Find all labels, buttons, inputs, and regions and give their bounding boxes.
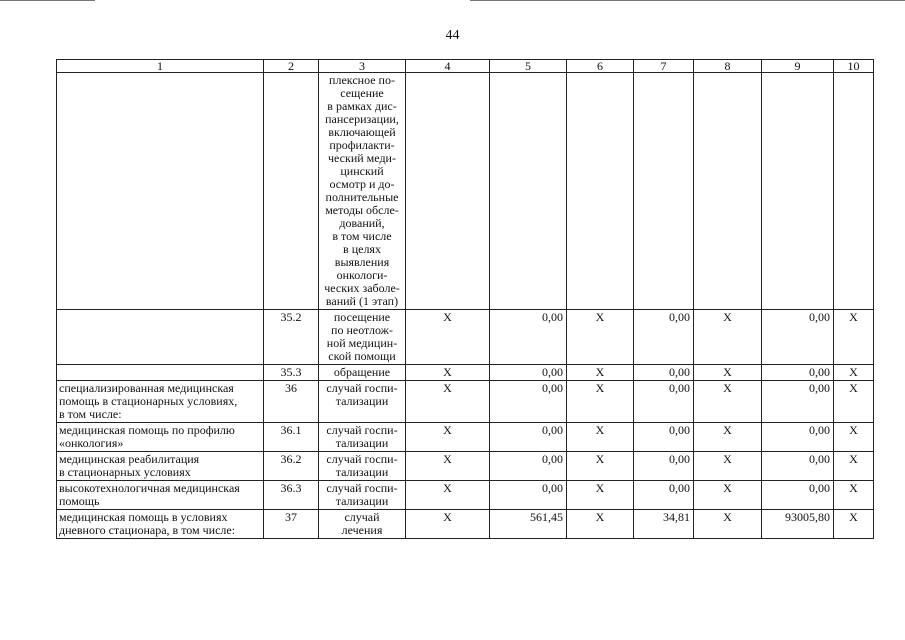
row-unit-line: в том числе xyxy=(332,229,392,243)
row-unit-line: посещение xyxy=(333,310,391,324)
row-value-c5: 561,45 xyxy=(490,510,567,539)
row-value-c5: 0,00 xyxy=(490,423,567,452)
table-row xyxy=(57,73,874,310)
row-value-c6 xyxy=(567,73,634,310)
row-value-c4: Х xyxy=(406,423,490,452)
row-value-c5: 0,00 xyxy=(490,452,567,481)
row-value-c5: 0,00 xyxy=(490,365,567,381)
row-unit-line: в рамках дис- xyxy=(327,99,397,113)
table-row xyxy=(57,481,874,510)
table-row xyxy=(57,365,874,381)
row-unit-line: лечения xyxy=(341,523,383,537)
row-value-c6: Х xyxy=(567,423,634,452)
row-unit-line: ческий меди- xyxy=(328,151,396,165)
row-unit-cell xyxy=(319,73,406,310)
row-name-cell xyxy=(57,365,264,381)
row-name-line: в том числе: xyxy=(59,407,122,421)
row-unit-line: тализации xyxy=(335,494,389,508)
row-unit-line: случай госпи- xyxy=(326,452,398,466)
row-unit-line: случай госпи- xyxy=(326,423,398,437)
table-row xyxy=(57,381,874,423)
row-value-c9: 0,00 xyxy=(762,310,834,365)
row-value-c7: 0,00 xyxy=(634,423,694,452)
row-code-cell: 37 xyxy=(264,510,319,539)
row-unit-cell xyxy=(319,381,406,423)
row-unit-line: пансеризации, xyxy=(325,112,399,126)
row-value-c5: 0,00 xyxy=(490,310,567,365)
row-unit-line: выявления xyxy=(334,255,390,269)
row-value-c8: Х xyxy=(694,510,762,539)
row-unit-line: методы обсле- xyxy=(325,203,399,217)
column-header: 8 xyxy=(694,60,762,73)
row-unit-line: тализации xyxy=(335,465,389,479)
row-value-c7: 0,00 xyxy=(634,381,694,423)
row-unit-cell xyxy=(319,423,406,452)
row-name-line: медицинская помощь по профилю xyxy=(59,423,235,437)
row-unit-line: ной медицин- xyxy=(326,336,398,350)
column-header: 9 xyxy=(762,60,834,73)
row-name-cell xyxy=(57,310,264,365)
row-value-c8: Х xyxy=(694,452,762,481)
row-value-c9: 0,00 xyxy=(762,381,834,423)
row-name-line: специализированная медицинская xyxy=(59,381,234,395)
row-unit-line: ской помощи xyxy=(328,349,396,363)
row-value-c9 xyxy=(762,73,834,310)
row-unit-cell xyxy=(319,452,406,481)
row-value-c7: 34,81 xyxy=(634,510,694,539)
row-value-c10: Х xyxy=(834,481,874,510)
row-unit-line: полнительные xyxy=(325,190,399,204)
row-unit-line: случай xyxy=(344,510,380,524)
row-value-c5: 0,00 xyxy=(490,381,567,423)
column-header: 4 xyxy=(406,60,490,73)
row-name-cell xyxy=(57,381,264,423)
row-value-c10: Х xyxy=(834,310,874,365)
row-name-cell xyxy=(57,452,264,481)
row-value-c7 xyxy=(634,73,694,310)
row-code-cell: 36.2 xyxy=(264,452,319,481)
row-value-c10: Х xyxy=(834,452,874,481)
row-unit-line: случай госпи- xyxy=(326,481,398,495)
column-header: 1 xyxy=(57,60,264,73)
row-code-cell: 35.3 xyxy=(264,365,319,381)
row-value-c7: 0,00 xyxy=(634,310,694,365)
row-value-c7: 0,00 xyxy=(634,481,694,510)
column-header: 2 xyxy=(264,60,319,73)
row-unit-line: обращение xyxy=(333,365,391,379)
row-value-c4: Х xyxy=(406,365,490,381)
row-value-c8: Х xyxy=(694,423,762,452)
row-unit-line: профилакти- xyxy=(329,138,395,152)
row-value-c10: Х xyxy=(834,510,874,539)
table-row xyxy=(57,452,874,481)
row-name-cell xyxy=(57,423,264,452)
row-value-c10 xyxy=(834,73,874,310)
row-name-line: помощь в стационарных условиях, xyxy=(59,394,238,408)
column-header: 3 xyxy=(319,60,406,73)
row-code-cell: 35.2 xyxy=(264,310,319,365)
row-code-cell xyxy=(264,73,319,310)
row-code-cell: 36 xyxy=(264,381,319,423)
row-name-cell xyxy=(57,481,264,510)
row-value-c8: Х xyxy=(694,365,762,381)
row-value-c6: Х xyxy=(567,452,634,481)
row-value-c9: 0,00 xyxy=(762,423,834,452)
row-value-c8: Х xyxy=(694,481,762,510)
row-unit-line: по неотлож- xyxy=(331,323,393,337)
row-name-line: дневного стационара, в том числе: xyxy=(59,523,236,537)
row-unit-cell xyxy=(319,481,406,510)
row-code-cell: 36.3 xyxy=(264,481,319,510)
column-header: 6 xyxy=(567,60,634,73)
row-value-c8 xyxy=(694,73,762,310)
scan-edge-left xyxy=(0,0,95,1)
row-value-c6: Х xyxy=(567,510,634,539)
row-value-c9: 0,00 xyxy=(762,365,834,381)
row-unit-cell xyxy=(319,310,406,365)
row-value-c4 xyxy=(406,73,490,310)
row-unit-line: тализации xyxy=(335,394,389,408)
row-name-line: медицинская помощь в условиях xyxy=(59,510,228,524)
row-unit-line: осмотр и до- xyxy=(329,177,395,191)
row-value-c6: Х xyxy=(567,381,634,423)
table-row xyxy=(57,310,874,365)
row-value-c4: Х xyxy=(406,381,490,423)
row-unit-line: плексное по- xyxy=(329,73,395,87)
row-value-c4: Х xyxy=(406,310,490,365)
row-name-cell xyxy=(57,510,264,539)
row-value-c6: Х xyxy=(567,310,634,365)
row-value-c5: 0,00 xyxy=(490,481,567,510)
page-number: 44 xyxy=(445,28,460,43)
row-unit-line: сещение xyxy=(340,86,384,100)
row-value-c8: Х xyxy=(694,381,762,423)
data-table xyxy=(56,59,874,539)
row-name-line: помощь xyxy=(59,494,100,508)
table-row xyxy=(57,423,874,452)
row-unit-line: ваний (1 этап) xyxy=(325,294,399,308)
row-value-c9: 93005,80 xyxy=(762,510,834,539)
row-value-c4: Х xyxy=(406,452,490,481)
column-header: 10 xyxy=(834,60,874,73)
row-name-line: высокотехнологичная медицинская xyxy=(59,481,240,495)
row-unit-cell xyxy=(319,365,406,381)
scan-edge-right xyxy=(470,0,905,1)
row-unit-line: в целях xyxy=(343,242,381,256)
row-unit-line: ческих заболе- xyxy=(324,281,400,295)
row-unit-line: включающей xyxy=(328,125,396,139)
row-value-c9: 0,00 xyxy=(762,452,834,481)
row-unit-line: тализации xyxy=(335,436,389,450)
row-unit-line: дований, xyxy=(339,216,385,230)
column-number-row xyxy=(57,60,874,73)
row-value-c10: Х xyxy=(834,381,874,423)
row-name-line: «онкология» xyxy=(59,436,124,450)
row-value-c7: 0,00 xyxy=(634,365,694,381)
row-name-line: медицинская реабилитация xyxy=(59,452,200,466)
row-unit-line: цинский xyxy=(340,164,384,178)
row-value-c7: 0,00 xyxy=(634,452,694,481)
row-value-c6: Х xyxy=(567,365,634,381)
row-value-c6: Х xyxy=(567,481,634,510)
row-name-line: в стационарных условиях xyxy=(59,465,191,479)
row-value-c5 xyxy=(490,73,567,310)
row-value-c9: 0,00 xyxy=(762,481,834,510)
row-value-c10: Х xyxy=(834,365,874,381)
row-code-cell: 36.1 xyxy=(264,423,319,452)
row-value-c4: Х xyxy=(406,481,490,510)
row-unit-line: случай госпи- xyxy=(326,381,398,395)
column-header: 5 xyxy=(490,60,567,73)
table-row xyxy=(57,510,874,539)
row-value-c8: Х xyxy=(694,310,762,365)
row-name-cell xyxy=(57,73,264,310)
column-header: 7 xyxy=(634,60,694,73)
row-unit-cell xyxy=(319,510,406,539)
row-unit-line: онкологи- xyxy=(336,268,388,282)
row-value-c10: Х xyxy=(834,423,874,452)
row-value-c4: Х xyxy=(406,510,490,539)
